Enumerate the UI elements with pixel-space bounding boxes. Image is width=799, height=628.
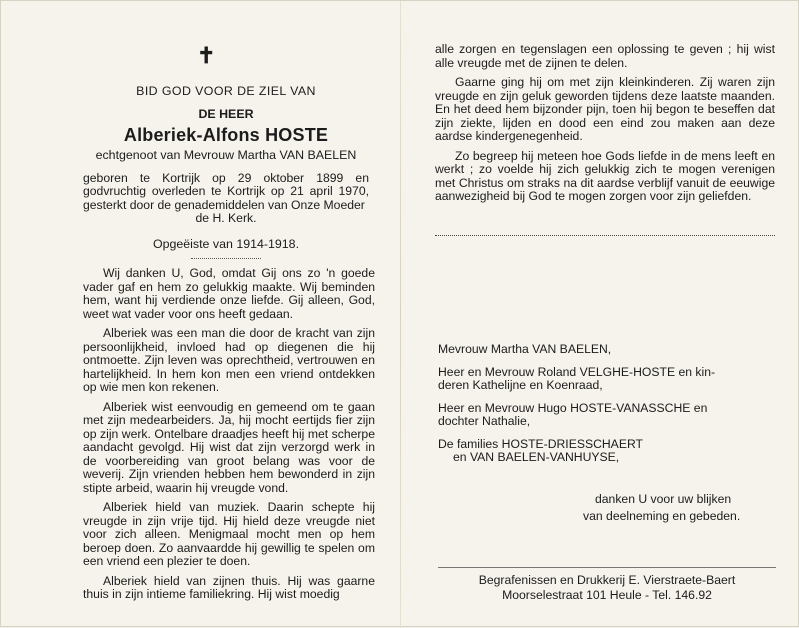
tribute-continuation [435,43,775,210]
tribute-text [83,267,375,608]
family-line: dochter Nathalie, [438,414,531,428]
family-line: Mevrouw Martha VAN BAELEN, [438,342,612,356]
cross-icon: ✝ [197,43,216,69]
family-entry [438,343,778,357]
tribute-paragraph: Alberiek wist eenvoudig en gemeend om te gaan met zijn medearbeiders. Ja, hij mocht eertijds fier zijn op zijn werk. Ontelbare draadjes heeft hij met scherpe aandacht gevolgd. Hij wist dat zijn verzorgd werk in de voorbereiding van groot belang was voor de weverij. Zijn vrienden hebben hem bewonderd in zijn stipte arbeid, waarin hij vreugde vond. [83,399,375,495]
family-line: deren Kathelijne en Koenraad, [438,378,603,392]
tribute-paragraph: Alberiek was een man die door de kracht van zijn persoonlijkheid, invloed had op diegenen die hij ontmoette. Zijn leven was oprechtheid, vertrouwen en hartelijkheid. In hem kon men een vriend ontdekken op wie men kon rekenen. [83,326,375,394]
tribute-paragraph: Gaarne ging hij om met zijn kleinkinderen. Zij waren zijn vreugde en zijn geluk geworden tijdens deze laatste maanden. En het deed hem bijzonder pijn, toen hij begon te beseffen dat zijn ziekte, lijden en dood een eind zou maken aan deze aardse kindergenegenheid. [435,75,775,143]
family-list [438,343,778,474]
family-line: Heer en Mevrouw Roland VELGHE-HOSTE en kin- [438,364,716,379]
family-entry [438,366,778,393]
deceased-name: Alberiek-Alfons HOSTE [123,125,329,145]
thanks-text [583,491,775,525]
divider [191,258,261,259]
family-entry [438,402,778,429]
tribute-paragraph: Alberiek hield van muziek. Daarin schepte hij vreugde in zijn vrije tijd. Hij hield deze vreugde niet voor zich alleen. Menigmaal mocht men op hem beroep doen. Zo aanvaardde hij gewillig te spelen om een vriend een plezier te doen. [83,500,375,568]
family-line: Heer en Mevrouw Hugo HOSTE-VANASSCHE en [438,400,708,415]
thanks-line: danken U voor uw blijken [595,492,732,506]
honorific: DE HEER [198,107,254,121]
family-line: en VAN BAELEN-VANHUYSE, [453,450,620,464]
tribute-paragraph: Alberiek hield van zijnen thuis. Hij was gaarne thuis in zijn intieme familiekring. Hij wist moedig [83,573,375,601]
family-entry [438,438,778,465]
divider [438,567,776,568]
continuation-paragraph: alle zorgen en tegenslagen een oplossing te geven ; hij wist alle vreugde met de zijnen te delen. [435,42,775,70]
birth-death-last: de H. Kerk. [195,211,257,226]
veteran-line: Opgeëiste van 1914-1918. [152,237,300,251]
thanks-line: van deelneming en gebeden. [583,509,741,523]
family-line: De families HOSTE-DRIESSCHAERT [438,436,643,451]
tribute-paragraph: Wij danken U, God, omdat Gij ons zo 'n goede vader gaf en hem zo gelukkig maakte. Wij beminden hem, want hij verdiende onze liefde. Gij alleen, God, weet wat vader voor ons heeft gedaan. [83,266,375,321]
divider [435,235,775,236]
spouse-line: echtgenoot van Mevrouw Martha VAN BAELEN [95,148,357,162]
birth-death-text [83,172,369,226]
printer-name: Begrafenissen en Drukkerij E. Vierstraete-Baert [478,573,736,587]
tribute-paragraph: Zo begreep hij meteen hoe Gods liefde in de mens leeft en werkt ; zo voelde hij zich gelukkig zich te mogen verenigen met Christus om straks na dit aardse verblijf vanuit de eeuwige aanwezigheid bij God te mogen zorgen voor zijn geliefden. [435,148,775,203]
prayer-heading: BID GOD VOOR DE ZIEL VAN [136,84,316,98]
birth-death-main: geboren te Kortrijk op 29 oktober 1899 en godvruchtig overleden te Kortrijk op 21 april 1970, gesterkt door de genademiddelen van Onze Moeder [83,171,369,212]
printer-credit [438,573,776,603]
printer-address: Moorselestraat 101 Heule - Tel. 146.92 [502,588,712,602]
page-fold [400,1,401,628]
